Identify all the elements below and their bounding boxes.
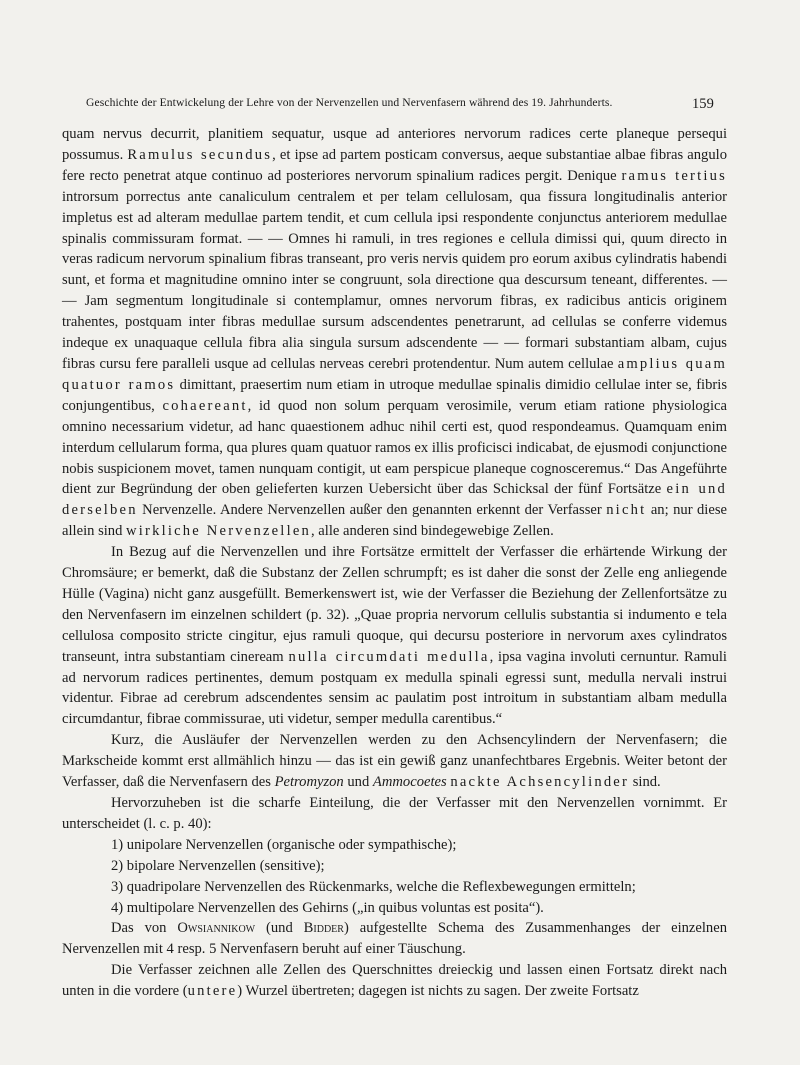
emphasis-text: nackte Achsencylinder: [450, 774, 630, 791]
text-run: Kurz, die Ausläufer der Nervenzellen werden zu den Achsencylindern der Nervenfasern; die Markscheide kommt erst allmählich hinzu — das ist ein gewiß ganz unanfechtbares Ergebnis. Weiter betont der Verfasser, daß die Nervenfasern des: [62, 732, 727, 791]
text-run: , id quod non solum perquam verosimile, verum etiam ratione physiologica omnino necessarium videtur, ad hanc quaestionem adhuc nihil certi est, quod respondeamus. Quamquam enim interdum cellularum forma, qua plures quam quatuor ramos ex illis proficisci indicabat, de ejusmodi conjunctione nobis suspicionem movet, tamen nunquam contigit, ut eam perspicue planeque cognosceremus.“ Das Angeführte dient zur Begründung der oben gelieferten kurzen Uebersicht über das Schicksal der fünf Fortsätze: [62, 397, 727, 498]
text-run: Hervorzuheben ist die scharfe Einteilung, die der Verfasser mit den Nervenzellen vornimmt. Er unterscheidet (l. c. p. 40):: [62, 795, 727, 832]
paragraph: [62, 793, 727, 835]
paragraph: [62, 918, 727, 960]
text-run: (und: [255, 920, 304, 937]
page-number: 159: [691, 96, 714, 112]
emphasis-text: nulla circumdati medulla: [288, 648, 490, 665]
list-item: [62, 835, 727, 856]
text-run: 3) quadripolare Nervenzellen des Rückenmarks, welche die Reflexbewegungen ermitteln;: [111, 878, 636, 895]
text-run: In Bezug auf die Nervenzellen und ihre Fortsätze ermittelt der Verfasser die erhärtende Wirkung der Chromsäure; er bemerkt, daß die Substanz der Zellen schrumpft; es ist daher die sonst der Zelle eng anliegende Hülle (Vagina) nicht ganz ausgefüllt. Bemerkenswert ist, wie der Verfasser die Beziehung der Zellenfortsätze zu den Nervenfasern im einzelnen schildert (p. 32). „Quae propria nervorum cellulis substantia si indumento e tela cellulosa composito stricte cingitur, ejus ramuli quoque, qui decursu posteriore in nervorum axes cylindratos transeunt, intra substantiam cineream: [62, 544, 727, 665]
emphasis-text: Ramulus secundus: [127, 146, 273, 163]
list-item: [62, 856, 727, 877]
text-run: ) aufgestellte Schema des Zusammenhanges der einzelnen Nervenzellen mit 4 resp. 5 Nervenfasern beruht auf einer Täuschung.: [62, 920, 727, 958]
emphasis-text: wirkliche Nervenzellen: [126, 523, 311, 540]
emphasis-text: amplius quam quatuor ramos: [62, 355, 727, 393]
list-item: [62, 898, 727, 919]
paragraph: [62, 960, 727, 1002]
emphasis-text: ein und derselben: [62, 481, 727, 519]
text-run: sind.: [629, 774, 661, 791]
emphasis-text: Petromyzon: [274, 774, 344, 791]
text-run: 2) bipolare Nervenzellen (sensitive);: [111, 857, 325, 874]
text-run: Nervenzelle. Andere Nervenzellen außer den genannten erkennt der Verfasser: [137, 502, 607, 519]
text-run: an; nur diese allein sind: [62, 502, 728, 540]
paragraph: [62, 730, 727, 793]
text-run: ) Wurzel übertreten; dagegen ist nichts zu sagen. Der zweite Fortsatz: [237, 983, 639, 1000]
text-run: , et ipse ad partem posticam conversus, aeque substantiae albae fibras angulo fere recto penetrat atque continuo ad posteriores nervorum spinalium radices pergit. Denique: [62, 146, 727, 184]
emphasis-text: Ammocoetes: [372, 774, 447, 791]
emphasis-text: ramus tertius: [621, 167, 727, 184]
emphasis-text: cohaereant: [162, 397, 248, 414]
text-run: Die Verfasser zeichnen alle Zellen des Querschnittes dreieckig und lassen einen Fortsatz direkt nach unten in die vordere (: [62, 962, 727, 1000]
emphasis-text: Owsiannikow: [177, 920, 256, 937]
emphasis-text: Bidder: [303, 920, 344, 937]
text-run: und: [343, 774, 373, 791]
text-run: dimittant, praesertim num etiam in utroque medullae spinalis dimidio cellulae inter se, fibris conjungentibus,: [62, 376, 727, 414]
text-run: , ipsa vagina involuti cernuntur. Ramuli ad nervorum radices pertinentes, demum postquam ex medulla spinali egressi sunt, medulla nervali instrui videntur. Fibrae ad cerebrum adscendentes sensim ac paulatim post introitum in substantiam albam medulla circumdantur, fibrae commissurae, uti videtur, semper medulla carentibus.“: [62, 648, 727, 728]
text-run: , alle anderen sind bindegewebige Zellen.: [311, 523, 554, 540]
text-run: Das von: [111, 920, 178, 937]
list-item: [62, 877, 727, 898]
emphasis-text: nicht: [606, 502, 647, 519]
running-header: [86, 96, 714, 112]
text-run: 1) unipolare Nervenzellen (organische oder sympathische);: [111, 836, 457, 853]
paragraph: [62, 124, 727, 542]
paragraph: [62, 542, 727, 730]
text-run: 4) multipolare Nervenzellen des Gehirns („in quibus voluntas est posita“).: [111, 899, 544, 916]
text-run: introrsum porrectus ante canaliculum centralem et per telam cellulosam, qua fissura longitudinalis anterior impletus est ad alteram medullae partem tendit, et cum cellula ipsi respondente conjunctus anteriorem medullae spinalis commissuram format. — — Omnes hi ramuli, in tres regiones e cellula dimissi qui, quum directo in veras radicum nervorum spinalium fibras transeant, pro veris nervis quidem pro eorum axibus cylindratis habendi sunt, et forma et magnitudine omnino inter se congruunt, sola directione qua descursum teneant, differentes. — — Jam segmentum longitudinale si contemplamur, omnes nervorum fibras, ex radicibus anticis originem trahentes, postquam inter fibras medullae sursum adscendentes penetrarunt, ad cellulas se conferre videmus indeque ex unaquaque cellula fibra alia singula sursum adscendente — — formari substantiam albam, cujus fibras cursu fere paralleli usque ad cellulas nerveas cerebri protendentur. Num autem cellulae: [62, 188, 727, 372]
body-text: [62, 124, 727, 1002]
running-title: Geschichte der Entwickelung der Lehre von der Nervenzellen und Nervenfasern während des 19. Jahrhunderts.: [86, 96, 613, 109]
text-run: quam nervus decurrit, planitiem sequatur, usque ad anteriores nervorum radices certe planeque persequi possumus.: [62, 126, 727, 163]
emphasis-text: untere: [187, 983, 238, 1000]
